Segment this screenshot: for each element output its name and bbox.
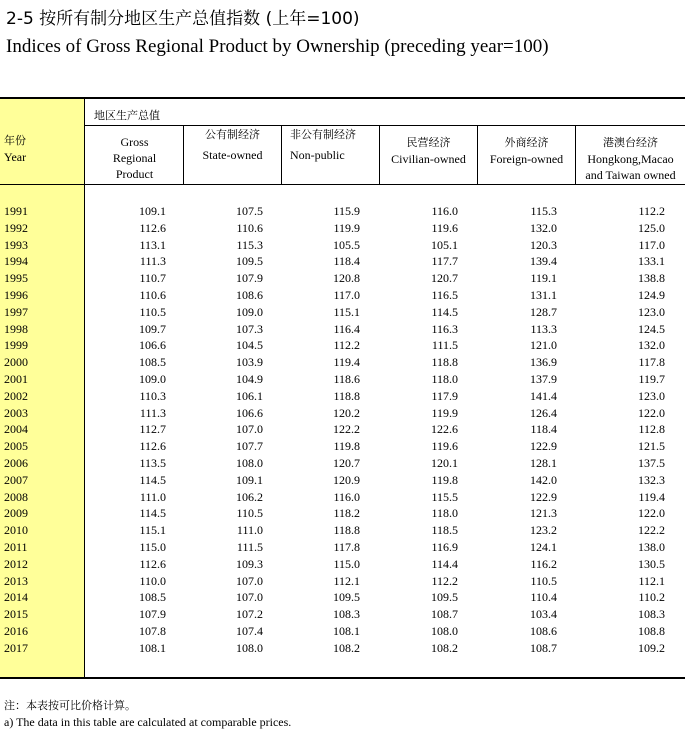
cell-year: 2015 — [4, 607, 28, 622]
table-title-cn: 2-5 按所有制分地区生产总值指数 (上年=100) — [6, 9, 360, 29]
cell-state-owned: 107.0 — [236, 590, 263, 605]
cell-grp: 110.0 — [139, 573, 166, 588]
header-civilian-owned — [380, 135, 477, 167]
cell-state-owned: 109.0 — [236, 304, 263, 319]
cell-civilian-owned: 116.3 — [431, 321, 458, 336]
cell-non-public: 122.2 — [333, 422, 360, 437]
cell-grp: 111.3 — [139, 405, 166, 420]
cell-civilian-owned: 118.5 — [431, 523, 458, 538]
cell-state-owned: 104.9 — [236, 371, 263, 386]
cell-year: 1998 — [4, 321, 28, 336]
cell-foreign-owned: 113.3 — [530, 321, 557, 336]
cell-state-owned: 109.5 — [236, 254, 263, 269]
cell-year: 1999 — [4, 338, 28, 353]
cell-foreign-owned: 108.7 — [530, 640, 557, 655]
header-year-en: Year — [4, 150, 27, 164]
cell-year: 2017 — [4, 640, 28, 655]
cell-state-owned: 106.1 — [236, 388, 263, 403]
cell-year: 2002 — [4, 388, 28, 403]
cell-civilian-owned: 109.5 — [431, 590, 458, 605]
cell-state-owned: 110.6 — [236, 220, 263, 235]
table-row — [0, 606, 685, 623]
cell-year: 2016 — [4, 623, 28, 638]
cell-non-public: 118.8 — [333, 523, 360, 538]
cell-foreign-owned: 123.2 — [530, 523, 557, 538]
cell-grp: 108.5 — [139, 590, 166, 605]
cell-foreign-owned: 115.3 — [530, 204, 557, 218]
cell-foreign-owned: 119.1 — [530, 271, 557, 286]
table-row — [0, 388, 685, 405]
cell-hkmt-owned: 112.8 — [638, 422, 665, 437]
header-foreign-en: Foreign-owned — [489, 152, 564, 166]
cell-grp: 107.9 — [139, 607, 166, 622]
table-row — [0, 421, 685, 438]
cell-civilian-owned: 116.5 — [431, 287, 458, 302]
table-row — [0, 321, 685, 338]
cell-grp: 112.7 — [139, 422, 166, 437]
header-hk-macao-taiwan-owned — [576, 135, 685, 183]
header-foreign-owned — [478, 135, 575, 167]
cell-grp: 109.0 — [139, 371, 166, 386]
cell-non-public: 108.3 — [333, 607, 360, 622]
cell-non-public: 116.0 — [333, 489, 360, 504]
cell-non-public: 115.9 — [333, 204, 360, 218]
cell-state-owned: 111.0 — [236, 523, 263, 538]
cell-hkmt-owned: 138.0 — [638, 539, 665, 554]
table-row — [0, 220, 685, 237]
cell-civilian-owned: 119.8 — [431, 472, 458, 487]
cell-civilian-owned: 117.7 — [431, 254, 458, 269]
cell-non-public: 119.9 — [333, 220, 360, 235]
cell-grp: 112.6 — [139, 556, 166, 571]
cell-civilian-owned: 120.1 — [431, 455, 458, 470]
cell-civilian-owned: 116.9 — [431, 539, 458, 554]
header-grp-en — [86, 134, 183, 182]
cell-state-owned: 109.1 — [236, 472, 263, 487]
cell-foreign-owned: 120.3 — [530, 237, 557, 252]
cell-year: 1996 — [4, 287, 28, 302]
cell-year: 2005 — [4, 439, 28, 454]
cell-grp: 108.1 — [139, 640, 166, 655]
table-row — [0, 270, 685, 287]
cell-foreign-owned: 137.9 — [530, 371, 557, 386]
cell-grp: 110.7 — [139, 271, 166, 286]
cell-non-public: 112.1 — [333, 573, 360, 588]
cell-hkmt-owned: 117.8 — [638, 355, 665, 370]
table-row — [0, 640, 685, 657]
cell-state-owned: 108.6 — [236, 287, 263, 302]
header-year — [0, 133, 34, 165]
cell-state-owned: 108.0 — [236, 455, 263, 470]
header-state-cn: 公有制经济 — [205, 128, 260, 141]
cell-non-public: 118.2 — [333, 506, 360, 521]
table-row — [0, 438, 685, 455]
cell-year: 1993 — [4, 237, 28, 252]
cell-state-owned: 110.5 — [236, 506, 263, 521]
header-grp-en-line1: Gross — [120, 135, 149, 149]
cell-year: 2014 — [4, 590, 28, 605]
cell-year: 2010 — [4, 523, 28, 538]
table-row — [0, 539, 685, 556]
cell-foreign-owned: 132.0 — [530, 220, 557, 235]
cell-hkmt-owned: 130.5 — [638, 556, 665, 571]
table-row — [0, 505, 685, 522]
table-top-rule — [0, 97, 685, 99]
cell-state-owned: 107.4 — [236, 623, 263, 638]
cell-foreign-owned: 128.7 — [530, 304, 557, 319]
cell-grp: 115.0 — [139, 539, 166, 554]
header-grp-cn-text: 地区生产总值 — [94, 109, 160, 122]
cell-state-owned: 107.7 — [236, 439, 263, 454]
header-hkmt-en-line2: and Taiwan owned — [585, 168, 676, 182]
cell-non-public: 120.2 — [333, 405, 360, 420]
cell-foreign-owned: 110.4 — [530, 590, 557, 605]
cell-non-public: 115.0 — [333, 556, 360, 571]
cell-hkmt-owned: 138.8 — [638, 271, 665, 286]
cell-hkmt-owned: 110.2 — [638, 590, 665, 605]
cell-civilian-owned: 119.6 — [431, 439, 458, 454]
cell-foreign-owned: 116.2 — [530, 556, 557, 571]
cell-hkmt-owned: 123.0 — [638, 304, 665, 319]
table-row — [0, 354, 685, 371]
cell-year: 1997 — [4, 304, 28, 319]
cell-grp: 114.5 — [139, 506, 166, 521]
cell-state-owned: 107.9 — [236, 271, 263, 286]
cell-foreign-owned: 122.9 — [530, 489, 557, 504]
cell-civilian-owned: 115.5 — [431, 489, 458, 504]
table-row — [0, 253, 685, 270]
cell-civilian-owned: 108.7 — [431, 607, 458, 622]
cell-non-public: 118.6 — [333, 371, 360, 386]
cell-hkmt-owned: 122.2 — [638, 523, 665, 538]
table-row — [0, 237, 685, 254]
cell-state-owned: 106.2 — [236, 489, 263, 504]
cell-civilian-owned: 114.4 — [431, 556, 458, 571]
cell-grp: 111.0 — [139, 489, 166, 504]
table-row — [0, 472, 685, 489]
header-nonpublic-en: Non-public — [290, 148, 345, 162]
cell-foreign-owned: 122.9 — [530, 439, 557, 454]
cell-non-public: 119.8 — [333, 439, 360, 454]
header-non-public — [282, 127, 387, 163]
table-row — [0, 455, 685, 472]
header-hkmt-en-line1: Hongkong,Macao — [587, 152, 674, 166]
cell-grp: 110.3 — [139, 388, 166, 403]
header-grp-cn — [86, 108, 191, 124]
cell-non-public: 108.1 — [333, 623, 360, 638]
table-row — [0, 287, 685, 304]
cell-civilian-owned: 105.1 — [431, 237, 458, 252]
cell-year: 2011 — [4, 539, 28, 554]
cell-grp: 113.1 — [139, 237, 166, 252]
cell-hkmt-owned: 112.2 — [638, 204, 665, 218]
cell-foreign-owned: 124.1 — [530, 539, 557, 554]
cell-hkmt-owned: 109.2 — [638, 640, 665, 655]
cell-hkmt-owned: 108.3 — [638, 607, 665, 622]
cell-civilian-owned: 108.2 — [431, 640, 458, 655]
cell-year: 2013 — [4, 573, 28, 588]
cell-civilian-owned: 116.0 — [431, 204, 458, 218]
cell-non-public: 116.4 — [333, 321, 360, 336]
cell-grp: 110.6 — [139, 287, 166, 302]
cell-non-public: 117.0 — [333, 287, 360, 302]
table-row — [0, 203, 685, 220]
header-bottom-rule — [0, 184, 685, 185]
cell-year: 2007 — [4, 472, 28, 487]
cell-non-public: 118.4 — [333, 254, 360, 269]
cell-hkmt-owned: 133.1 — [638, 254, 665, 269]
table-bottom-rule — [0, 677, 685, 679]
cell-civilian-owned: 120.7 — [431, 271, 458, 286]
cell-civilian-owned: 122.6 — [431, 422, 458, 437]
cell-year: 2006 — [4, 455, 28, 470]
cell-hkmt-owned: 137.5 — [638, 455, 665, 470]
cell-state-owned: 111.5 — [236, 539, 263, 554]
header-state-en: State-owned — [202, 148, 263, 162]
cell-hkmt-owned: 119.4 — [638, 489, 665, 504]
cell-foreign-owned: 131.1 — [530, 287, 557, 302]
cell-hkmt-owned: 121.5 — [638, 439, 665, 454]
header-civilian-cn: 民营经济 — [406, 136, 451, 149]
cell-grp: 109.7 — [139, 321, 166, 336]
cell-civilian-owned: 111.5 — [431, 338, 458, 353]
table-row — [0, 489, 685, 506]
cell-non-public: 120.9 — [333, 472, 360, 487]
cell-state-owned: 104.5 — [236, 338, 263, 353]
cell-civilian-owned: 118.0 — [431, 506, 458, 521]
table-body — [0, 203, 685, 657]
cell-hkmt-owned: 124.5 — [638, 321, 665, 336]
cell-foreign-owned: 121.3 — [530, 506, 557, 521]
cell-civilian-owned: 119.6 — [431, 220, 458, 235]
header-state-owned — [184, 127, 281, 163]
table-title-en: Indices of Gross Regional Product by Ownership (preceding year=100) — [6, 36, 549, 57]
table-row — [0, 573, 685, 590]
cell-civilian-owned: 119.9 — [431, 405, 458, 420]
cell-hkmt-owned: 122.0 — [638, 405, 665, 420]
cell-hkmt-owned: 119.7 — [638, 371, 665, 386]
cell-state-owned: 107.5 — [236, 204, 263, 218]
cell-foreign-owned: 139.4 — [530, 254, 557, 269]
cell-year: 1991 — [4, 204, 28, 218]
table-row — [0, 556, 685, 573]
header-group-rule — [84, 125, 685, 126]
cell-grp: 114.5 — [139, 472, 166, 487]
cell-state-owned: 103.9 — [236, 355, 263, 370]
cell-non-public: 112.2 — [333, 338, 360, 353]
cell-foreign-owned: 126.4 — [530, 405, 557, 420]
table-row — [0, 371, 685, 388]
header-grp-en-line2: Regional — [112, 151, 157, 165]
cell-hkmt-owned: 122.0 — [638, 506, 665, 521]
cell-state-owned: 106.6 — [236, 405, 263, 420]
cell-foreign-owned: 128.1 — [530, 455, 557, 470]
cell-state-owned: 115.3 — [236, 237, 263, 252]
table-row — [0, 623, 685, 640]
header-hkmt-cn: 港澳台经济 — [603, 136, 658, 149]
table-row — [0, 589, 685, 606]
cell-foreign-owned: 141.4 — [530, 388, 557, 403]
cell-hkmt-owned: 132.3 — [638, 472, 665, 487]
table-row — [0, 522, 685, 539]
cell-state-owned: 109.3 — [236, 556, 263, 571]
cell-non-public: 118.8 — [333, 388, 360, 403]
cell-grp: 112.6 — [139, 439, 166, 454]
cell-non-public: 119.4 — [333, 355, 360, 370]
cell-hkmt-owned: 112.1 — [638, 573, 665, 588]
cell-year: 2003 — [4, 405, 28, 420]
cell-grp: 115.1 — [139, 523, 166, 538]
cell-state-owned: 107.3 — [236, 321, 263, 336]
cell-foreign-owned: 118.4 — [530, 422, 557, 437]
cell-state-owned: 107.2 — [236, 607, 263, 622]
cell-year: 2001 — [4, 371, 28, 386]
cell-hkmt-owned: 117.0 — [638, 237, 665, 252]
cell-hkmt-owned: 132.0 — [638, 338, 665, 353]
footnote-cn: 注：本表按可比价格计算。 — [4, 699, 136, 712]
cell-civilian-owned: 117.9 — [431, 388, 458, 403]
header-nonpublic-cn: 非公有制经济 — [290, 128, 356, 141]
cell-foreign-owned: 110.5 — [530, 573, 557, 588]
cell-civilian-owned: 118.8 — [431, 355, 458, 370]
cell-non-public: 120.8 — [333, 271, 360, 286]
cell-year: 2009 — [4, 506, 28, 521]
footnote-en: a) The data in this table are calculated at comparable prices. — [4, 715, 292, 729]
cell-grp: 109.1 — [139, 204, 166, 218]
cell-foreign-owned: 121.0 — [530, 338, 557, 353]
cell-grp: 111.3 — [139, 254, 166, 269]
table-row — [0, 405, 685, 422]
cell-hkmt-owned: 125.0 — [638, 220, 665, 235]
cell-non-public: 108.2 — [333, 640, 360, 655]
cell-foreign-owned: 108.6 — [530, 623, 557, 638]
cell-grp: 108.5 — [139, 355, 166, 370]
cell-year: 1995 — [4, 271, 28, 286]
cell-year: 2000 — [4, 355, 28, 370]
cell-non-public: 117.8 — [333, 539, 360, 554]
cell-year: 1992 — [4, 220, 28, 235]
cell-state-owned: 107.0 — [236, 422, 263, 437]
cell-year: 1994 — [4, 254, 28, 269]
cell-non-public: 105.5 — [333, 237, 360, 252]
table-row — [0, 304, 685, 321]
cell-non-public: 115.1 — [333, 304, 360, 319]
header-foreign-cn: 外商经济 — [504, 136, 549, 149]
cell-state-owned: 108.0 — [236, 640, 263, 655]
cell-year: 2004 — [4, 422, 28, 437]
cell-grp: 106.6 — [139, 338, 166, 353]
cell-hkmt-owned: 108.8 — [638, 623, 665, 638]
cell-civilian-owned: 114.5 — [431, 304, 458, 319]
cell-hkmt-owned: 123.0 — [638, 388, 665, 403]
cell-hkmt-owned: 124.9 — [638, 287, 665, 302]
header-year-cn: 年份 — [4, 134, 26, 147]
cell-civilian-owned: 112.2 — [431, 573, 458, 588]
cell-year: 2008 — [4, 489, 28, 504]
cell-grp: 110.5 — [139, 304, 166, 319]
cell-civilian-owned: 118.0 — [431, 371, 458, 386]
cell-grp: 112.6 — [139, 220, 166, 235]
cell-foreign-owned: 136.9 — [530, 355, 557, 370]
header-civilian-en: Civilian-owned — [391, 152, 466, 166]
table-row — [0, 337, 685, 354]
cell-foreign-owned: 142.0 — [530, 472, 557, 487]
cell-non-public: 109.5 — [333, 590, 360, 605]
cell-year: 2012 — [4, 556, 28, 571]
cell-grp: 113.5 — [139, 455, 166, 470]
header-grp-en-line3: Product — [115, 167, 154, 181]
cell-non-public: 120.7 — [333, 455, 360, 470]
cell-state-owned: 107.0 — [236, 573, 263, 588]
cell-grp: 107.8 — [139, 623, 166, 638]
cell-foreign-owned: 103.4 — [530, 607, 557, 622]
cell-civilian-owned: 108.0 — [431, 623, 458, 638]
